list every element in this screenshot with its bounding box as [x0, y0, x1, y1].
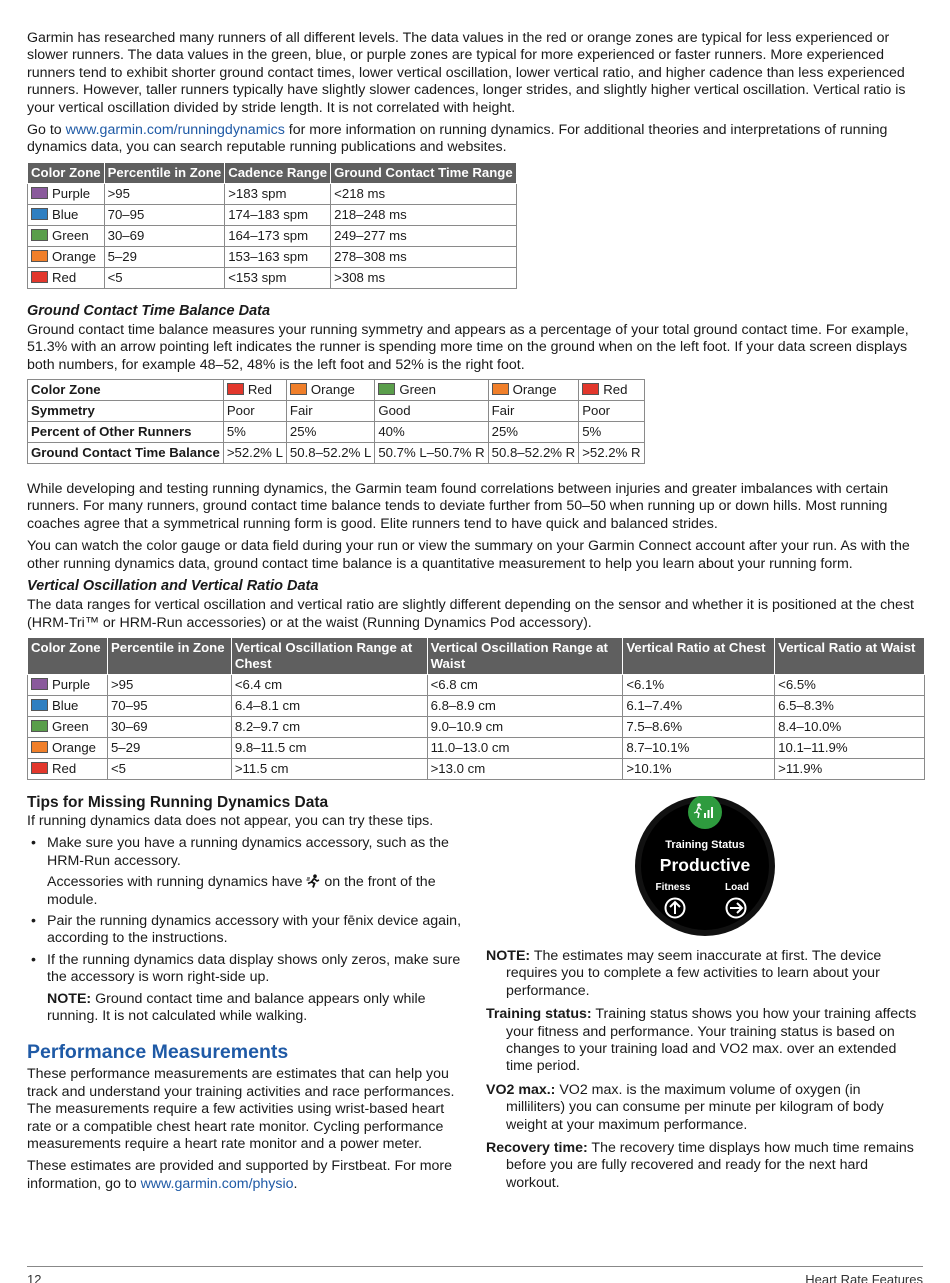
column-header: Ground Contact Time Range [331, 162, 517, 183]
zone-cell [28, 183, 105, 204]
zone-cell [579, 380, 644, 401]
zone-cell [488, 380, 579, 401]
column-header: Percentile in Zone [107, 637, 231, 674]
zone-cell [375, 380, 488, 401]
status-badge [688, 796, 722, 829]
text: . [293, 1175, 298, 1192]
tip-text: Make sure you have a running dynamics accessory, such as the HRM-Run accessory. [47, 835, 449, 869]
gct-paragraph: Ground contact time balance measures your running symmetry and appears as a percentage of your total ground contact time. For example, 51.3% with an arrow pointing left indicates the runner is spending more time on the ground when on the left foot. If your data screen displays both numbers, for example 48–52, 48% is the left foot and 52% is the right foot. [27, 321, 909, 373]
table-row [28, 737, 925, 758]
term: VO2 max.: [486, 1081, 556, 1098]
color-swatch [31, 187, 48, 199]
zone-cell [286, 380, 374, 401]
table-cell: 30–69 [104, 225, 225, 246]
row-label: Symmetry [28, 401, 224, 422]
load-label: Load [725, 881, 749, 893]
bullet: • [31, 912, 36, 929]
gct-heading: Ground Contact Time Balance Data [27, 302, 271, 319]
color-swatch [31, 699, 48, 711]
page-footer [27, 1266, 923, 1283]
table-row [28, 422, 645, 443]
zone-cell [28, 758, 108, 779]
tips-list [27, 835, 469, 1025]
list-item [27, 952, 469, 1026]
table-cell: 5–29 [107, 737, 231, 758]
table-cell: >13.0 cm [427, 758, 623, 779]
table-cell: 174–183 spm [225, 204, 331, 225]
note-text: The estimates may seem inaccurate at first. The device requires you to complete a few activities to learn about your performance. [506, 947, 882, 999]
zone-cell [28, 267, 105, 288]
bullet: • [31, 835, 36, 852]
watch-screen [635, 796, 775, 936]
table-cell: <5 [104, 267, 225, 288]
zone-cell [223, 380, 286, 401]
firstbeat-paragraph [27, 1158, 469, 1193]
column-header: Color Zone [28, 637, 108, 674]
vertical-oscillation-table [27, 637, 925, 780]
color-swatch [31, 271, 48, 283]
table-cell: >52.2% R [579, 443, 644, 464]
estimates-note [486, 948, 923, 1000]
color-swatch [492, 383, 509, 395]
table-cell: >308 ms [331, 267, 517, 288]
table-header-row [28, 637, 925, 674]
table-cell: 5% [579, 422, 644, 443]
running-dynamics-link[interactable]: www.garmin.com/runningdynamics [65, 122, 285, 139]
table-row [28, 380, 645, 401]
table-cell: 25% [286, 422, 374, 443]
definition: The recovery time displays how much time remains before you are fully recovered and ready for the next hard workout. [506, 1139, 914, 1191]
column-header: Vertical Oscillation Range at Chest [231, 637, 427, 674]
table-cell: 5–29 [104, 246, 225, 267]
zone-cell [28, 716, 108, 737]
zone-label: Orange [512, 382, 557, 398]
performance-paragraph: These performance measurements are estimates that can help you track and understand your training activities and race performances. The measurements require a few activities using wrist-based heart rate or a compatible chest heart rate monitor. Cycling performance measurements require a heart rate monitor and a power meter. [27, 1066, 455, 1152]
table-row [28, 267, 517, 288]
zone-cell [28, 225, 105, 246]
zone-label: Purple [52, 185, 91, 201]
page-number: 12 [27, 1272, 42, 1283]
two-column-section [27, 794, 923, 1214]
tip-text: Pair the running dynamics accessory with your fēnix device again, according to the instructions. [47, 912, 462, 947]
section-title: Heart Rate Features [805, 1272, 923, 1283]
table-cell: 6.5–8.3% [775, 695, 925, 716]
table-cell: >95 [107, 674, 231, 695]
left-column [27, 794, 469, 1198]
table-cell: Fair [286, 401, 374, 422]
zone-label: Orange [52, 248, 96, 264]
zone-label: Orange [310, 382, 355, 398]
table-cell: <153 spm [225, 267, 331, 288]
zone-label: Green [399, 382, 436, 398]
zone-cell [28, 674, 108, 695]
text: Go to [27, 122, 66, 139]
zone-cell [28, 246, 105, 267]
color-swatch [31, 250, 48, 262]
table-cell: 8.7–10.1% [623, 737, 775, 758]
table-row [28, 183, 517, 204]
table-cell: 7.5–8.6% [623, 716, 775, 737]
table-cell: <6.1% [623, 674, 775, 695]
manual-page [27, 30, 923, 1214]
vo-heading: Vertical Oscillation and Vertical Ratio Data [27, 578, 319, 595]
zone-label: Red [247, 382, 273, 398]
performance-heading: Performance Measurements [27, 1041, 289, 1064]
table-cell: 30–69 [107, 716, 231, 737]
running-dynamics-paragraph [27, 122, 923, 157]
list-item [27, 913, 469, 948]
table-cell: 6.4–8.1 cm [231, 695, 427, 716]
zone-cell [28, 204, 105, 225]
zone-cell [28, 695, 108, 716]
color-swatch [31, 229, 48, 241]
color-swatch [290, 383, 307, 395]
table-cell: >11.5 cm [231, 758, 427, 779]
table-row [28, 758, 925, 779]
table-cell: 278–308 ms [331, 246, 517, 267]
gauge-paragraph: You can watch the color gauge or data field during your run or view the summary on your Garmin Connect account after your run. As with the other running dynamics data, ground contact time balance is a quantitative measurement to help you learn about your running form. [27, 538, 910, 572]
color-swatch [227, 383, 244, 395]
cadence-gct-table [27, 162, 517, 289]
vo-paragraph: The data ranges for vertical oscillation and vertical ratio are slightly different depending on the sensor and whether it is positioned at the chest (HRM-Tri™ or HRM-Run accessories) or at the waist (Running Dynamics Pod accessory). [27, 597, 914, 631]
table-cell: 50.8–52.2% L [286, 443, 374, 464]
table-cell: 6.1–7.4% [623, 695, 775, 716]
table-cell: 10.1–11.9% [775, 737, 925, 758]
text: for more information on running dynamics. For additional theories and interpretations of running dynamics data, you can search reputable running publications and websites. [27, 122, 888, 156]
tip-subtext [47, 874, 469, 909]
watch-status: Productive [659, 854, 751, 875]
training-status-definition [486, 1006, 923, 1076]
text: on the front of the module. [47, 874, 436, 908]
list-item [27, 835, 469, 909]
intro-paragraph: Garmin has researched many runners of all different levels. The data values in the red or orange zones are typical for less experienced or slower runners. The data values in the green, blue, or purple zones are typical for more experienced or faster runners. More experienced runners tend to exhibit shorter ground contact times, lower vertical oscillation, lower vertical ratio, and higher cadence than less experienced runners. However, taller runners typically have slightly slower cadences, longer strides, and slightly higher vertical oscillation. Vertical ratio is your vertical oscillation divided by stride length. It is not correlated with height. [27, 30, 906, 116]
table-row [28, 204, 517, 225]
zone-label: Orange [52, 739, 96, 755]
fitness-label: Fitness [655, 881, 691, 893]
color-swatch [582, 383, 599, 395]
color-swatch [378, 383, 395, 395]
table-cell: 9.0–10.9 cm [427, 716, 623, 737]
table-cell: >10.1% [623, 758, 775, 779]
text: Accessories with running dynamics have [47, 874, 307, 891]
zone-label: Red [603, 382, 628, 398]
table-row [28, 401, 645, 422]
vo2-max-definition [486, 1082, 923, 1134]
table-cell: 153–163 spm [225, 246, 331, 267]
zone-label: Blue [52, 206, 79, 222]
column-header: Color Zone [28, 162, 105, 183]
zone-label: Red [52, 760, 77, 776]
table-row [28, 225, 517, 246]
column-header: Vertical Ratio at Chest [623, 637, 775, 674]
table-header-row [28, 162, 517, 183]
running-dynamics-icon [306, 874, 320, 888]
row-label: Ground Contact Time Balance [28, 443, 224, 464]
table-row [28, 695, 925, 716]
table-cell: >11.9% [775, 758, 925, 779]
table-cell: 50.8–52.2% R [488, 443, 579, 464]
table-cell: 40% [375, 422, 488, 443]
physio-link[interactable]: www.garmin.com/physio [140, 1175, 294, 1192]
table-row [28, 246, 517, 267]
table-cell: 249–277 ms [331, 225, 517, 246]
column-header: Percentile in Zone [104, 162, 225, 183]
table-row [28, 443, 645, 464]
row-label: Color Zone [28, 380, 224, 401]
table-cell: 70–95 [107, 695, 231, 716]
text: These estimates are provided and supported by Firstbeat. For more information, go to [27, 1158, 453, 1192]
table-cell: 5% [223, 422, 286, 443]
color-swatch [31, 762, 48, 774]
tip-text: If the running dynamics data display shows only zeros, make sure the accessory is worn right-side up. [47, 951, 461, 986]
zone-label: Blue [52, 697, 79, 713]
table-cell: Poor [223, 401, 286, 422]
right-column [486, 794, 923, 1198]
note-text: Ground contact time and balance appears only while running. It is not calculated while walking. [47, 990, 426, 1024]
tips-intro: If running dynamics data does not appear, you can try these tips. [27, 812, 434, 829]
column-header: Vertical Oscillation Range at Waist [427, 637, 623, 674]
table-cell: <6.4 cm [231, 674, 427, 695]
tips-heading: Tips for Missing Running Dynamics Data [27, 793, 329, 811]
gct-balance-table [27, 379, 645, 464]
table-cell: <218 ms [331, 183, 517, 204]
table-cell: >52.2% L [223, 443, 286, 464]
table-cell: Good [375, 401, 488, 422]
table-cell: 218–248 ms [331, 204, 517, 225]
table-cell: Fair [488, 401, 579, 422]
table-cell: 164–173 spm [225, 225, 331, 246]
table-cell: <6.5% [775, 674, 925, 695]
table-cell: >95 [104, 183, 225, 204]
row-label: Percent of Other Runners [28, 422, 224, 443]
column-header: Vertical Ratio at Waist [775, 637, 925, 674]
table-cell: 8.2–9.7 cm [231, 716, 427, 737]
table-cell: <6.8 cm [427, 674, 623, 695]
table-cell: 9.8–11.5 cm [231, 737, 427, 758]
table-cell: 25% [488, 422, 579, 443]
table-cell: 8.4–10.0% [775, 716, 925, 737]
color-swatch [31, 741, 48, 753]
injury-paragraph: While developing and testing running dynamics, the Garmin team found correlations between injuries and greater imbalances with certain runners. For many runners, ground contact time balance tends to deviate further from 50–50 when running up or down hills. Most running coaches agree that a symmetrical running form is good. Elite runners tend to have quick and balanced strides. [27, 481, 889, 532]
table-cell: 50.7% L–50.7% R [375, 443, 488, 464]
term: Training status: [486, 1006, 592, 1023]
zone-label: Red [52, 269, 77, 285]
table-cell: 70–95 [104, 204, 225, 225]
table-row [28, 674, 925, 695]
column-header: Cadence Range [225, 162, 331, 183]
color-swatch [31, 678, 48, 690]
zone-cell [28, 737, 108, 758]
tip-note [47, 991, 469, 1026]
color-swatch [31, 208, 48, 220]
definition: VO2 max. is the maximum volume of oxygen (in milliliters) you can consume per minute per kilogram of body weight at your maximum performance. [506, 1081, 884, 1133]
table-cell: <5 [107, 758, 231, 779]
table-cell: Poor [579, 401, 644, 422]
table-row [28, 716, 925, 737]
zone-label: Purple [52, 676, 91, 692]
color-swatch [31, 720, 48, 732]
note-label: NOTE: [486, 947, 531, 964]
table-cell: 6.8–8.9 cm [427, 695, 623, 716]
recovery-time-definition [486, 1140, 923, 1192]
bullet: • [31, 951, 36, 968]
zone-label: Green [52, 227, 89, 243]
zone-label: Green [52, 718, 89, 734]
watch-title: Training Status [665, 838, 745, 851]
definition: Training status shows you how your training affects your fitness and performance. Your training status is based on changes to your training load and VO2 max. over an extended time period. [506, 1006, 917, 1075]
table-cell: 11.0–13.0 cm [427, 737, 623, 758]
term: Recovery time: [486, 1139, 588, 1156]
note-label: NOTE: [47, 990, 92, 1007]
table-cell: >183 spm [225, 183, 331, 204]
